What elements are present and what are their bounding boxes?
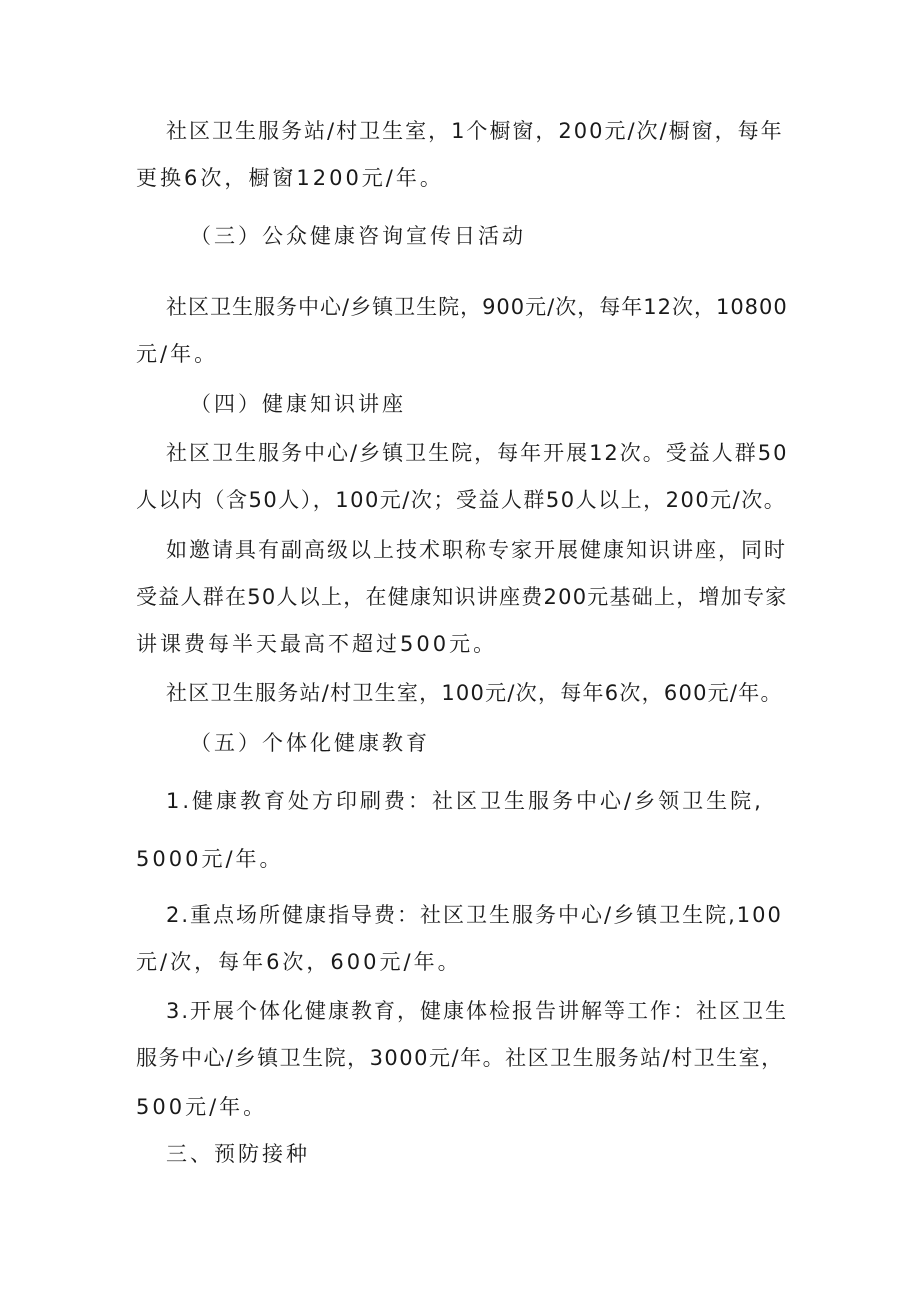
paragraph-line: 元/次，每年6次，600元/年。: [136, 950, 462, 974]
section-heading: （三）公众健康咨询宣传日活动: [190, 224, 526, 248]
paragraph-line: 受益人群在50人以上，在健康知识讲座费200元基础上，增加专家: [136, 585, 788, 609]
list-item-line: 1.健康教育处方印刷费：社区卫生服务中心/乡领卫生院,: [166, 789, 764, 813]
paragraph-line: 元/年。: [136, 342, 219, 366]
paragraph-line: 如邀请具有副高级以上技术职称专家开展健康知识讲座，同时: [166, 538, 787, 562]
paragraph-line: 人以内（含50人），100元/次；受益人群50人以上，200元/次。: [136, 488, 787, 512]
paragraph-line: 更换6次，橱窗1200元/年。: [136, 166, 444, 190]
paragraph-line: 服务中心/乡镇卫生院，3000元/年。社区卫生服务站/村卫生室，: [136, 1046, 784, 1070]
paragraph-line: 社区卫生服务中心/乡镇卫生院，每年开展12次。受益人群50: [166, 441, 789, 465]
paragraph-line: 讲课费每半天最高不超过500元。: [136, 632, 498, 656]
list-item-line: 3.开展个体化健康教育，健康体检报告讲解等工作：社区卫生: [166, 999, 789, 1023]
section-heading: （五）个体化健康教育: [190, 731, 430, 755]
paragraph-line: 社区卫生服务站/村卫生室，1个橱窗，200元/次/橱窗，每年: [166, 119, 784, 143]
section-heading: 三、预防接种: [166, 1142, 310, 1166]
paragraph-line: 500元/年。: [136, 1095, 268, 1119]
section-heading: （四）健康知识讲座: [190, 392, 406, 416]
list-item-line: 2.重点场所健康指导费：社区卫生服务中心/乡镇卫生院,100: [166, 903, 783, 927]
paragraph-line: 社区卫生服务站/村卫生室，100元/次，每年6次，600元/年。: [166, 681, 783, 705]
paragraph-line: 5000元/年。: [136, 847, 284, 871]
paragraph-line: 社区卫生服务中心/乡镇卫生院，900元/次，每年12次，10800: [166, 295, 788, 319]
